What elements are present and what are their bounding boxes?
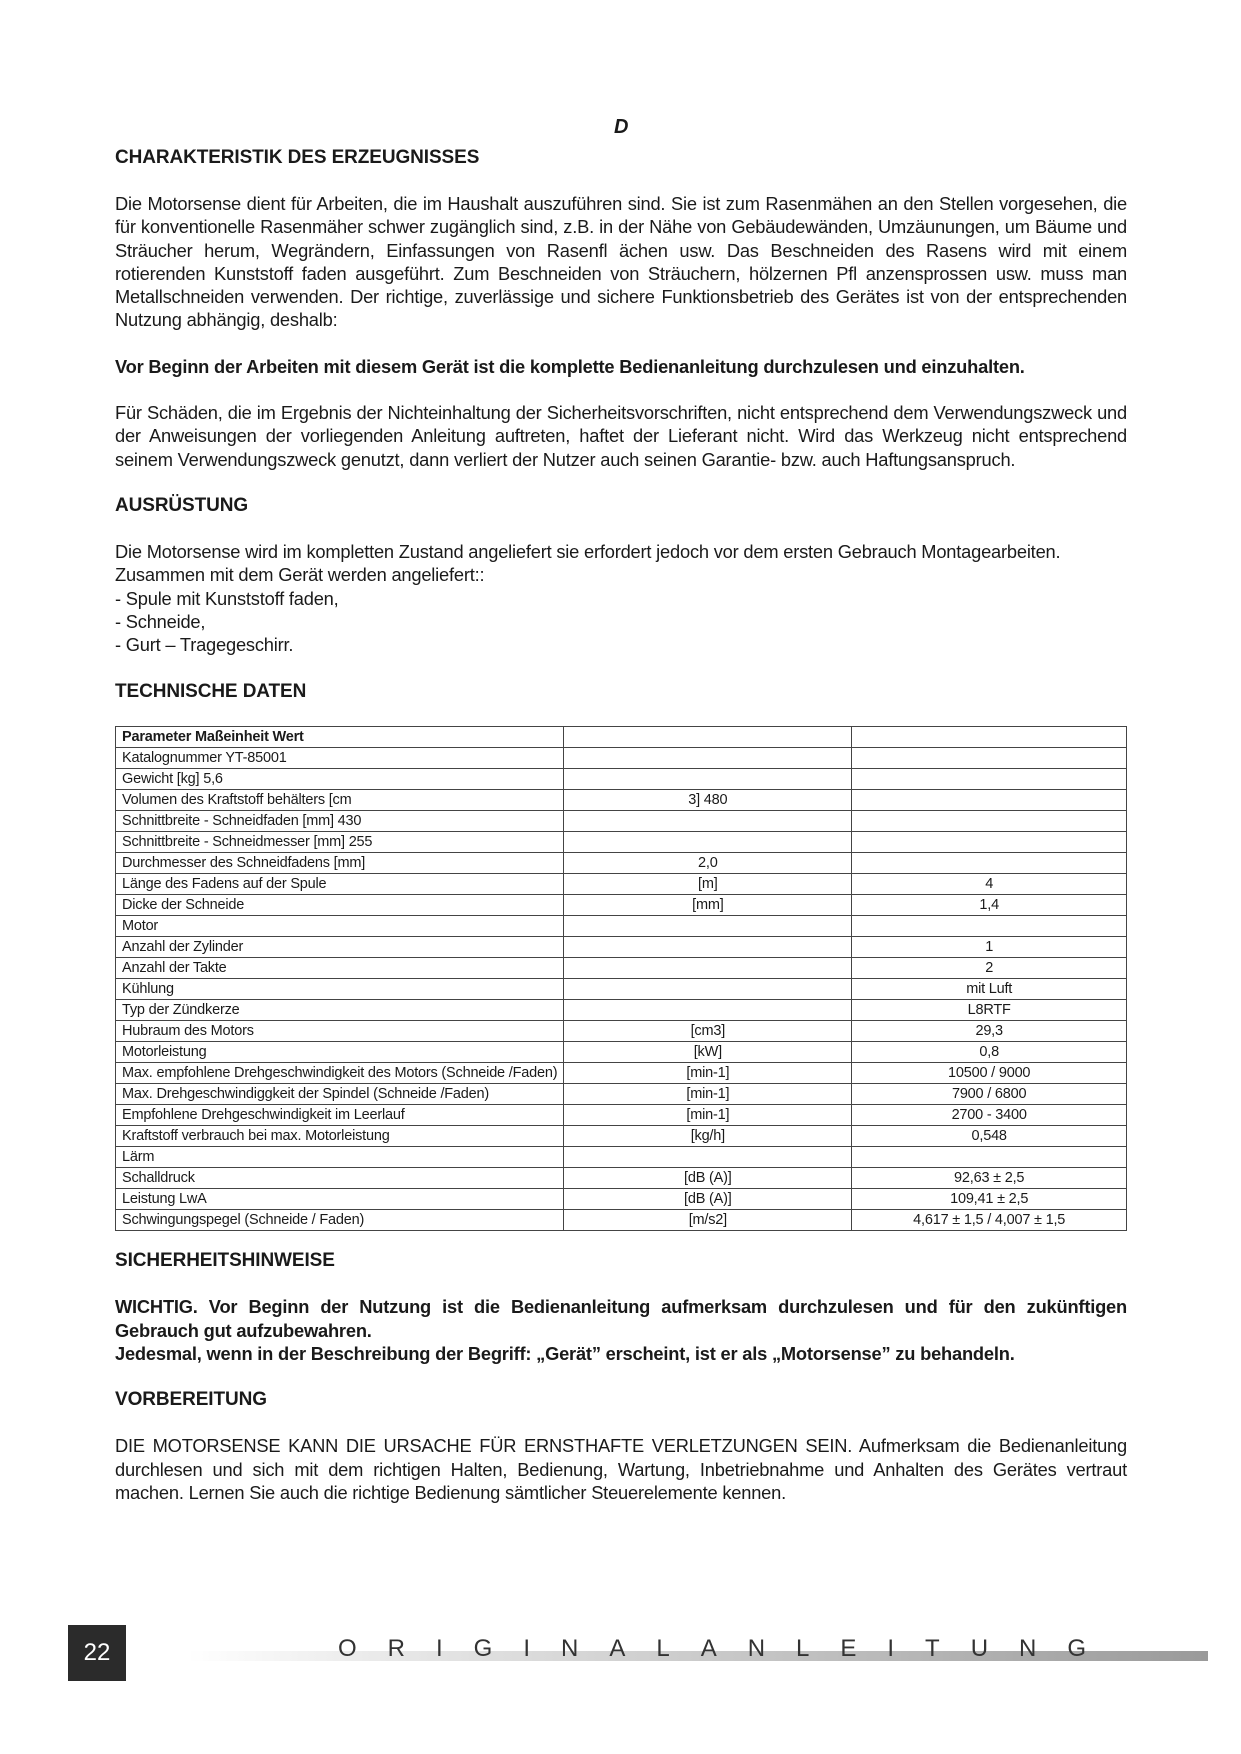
value-cell bbox=[852, 727, 1127, 748]
value-cell bbox=[852, 790, 1127, 811]
read-manual-notice: Vor Beginn der Arbeiten mit diesem Gerät ist die komplette Bedienanleitung durchzulesen und einzuhalten. bbox=[115, 355, 1025, 377]
table-row bbox=[116, 790, 1127, 811]
param-cell: Empfohlene Drehgeschwindigkeit im Leerlauf bbox=[116, 1105, 564, 1126]
equipment-intro: Die Motorsense wird im kompletten Zustand angeliefert sie erfordert jedoch vor dem ersten Gebrauch Montagearbeiten. bbox=[115, 540, 1061, 562]
unit-cell bbox=[564, 937, 852, 958]
unit-cell: [cm3] bbox=[564, 1021, 852, 1042]
table-row bbox=[116, 895, 1127, 916]
param-cell: Motor bbox=[116, 916, 564, 937]
unit-cell: [kg/h] bbox=[564, 1126, 852, 1147]
section-title-technical-data: TECHNISCHE DATEN bbox=[115, 681, 307, 703]
param-cell: Länge des Fadens auf der Spule bbox=[116, 874, 564, 895]
characteristics-paragraph: Die Motorsense dient für Arbeiten, die im Haushalt auszuführen sind. Sie ist zum Rasenmähen an den Stellen vorgesehen, die für konventionelle Rasenmäher schwer zugänglich sind, z.B. in der Nähe von Gebäudewänden, Umzäunungen, um Bäume und Sträucher herum, Wegrändern, Einfassungen von Rasenfl ächen usw. Das Beschneiden des Rasens wird mit einem rotierenden Kunststoff faden ausgeführt. Zum Beschneiden von Sträuchern, hölzernen Pfl anzensprossen usw. muss man Metallschneiden verwenden. Der richtige, zuverlässige und sichere Funktionsbetrieb des Gerätes ist von der entsprechenden Nutzung abhängig, deshalb: bbox=[115, 193, 1127, 331]
value-cell: 1 bbox=[852, 937, 1127, 958]
table-row bbox=[116, 1105, 1127, 1126]
unit-cell bbox=[564, 832, 852, 853]
table-row bbox=[116, 958, 1127, 979]
unit-cell bbox=[564, 979, 852, 1000]
value-cell: 109,41 ± 2,5 bbox=[852, 1189, 1127, 1210]
unit-cell bbox=[564, 769, 852, 790]
unit-cell: [min-1] bbox=[564, 1105, 852, 1126]
value-cell bbox=[852, 769, 1127, 790]
unit-cell: [min-1] bbox=[564, 1084, 852, 1105]
unit-cell: 3] 480 bbox=[564, 790, 852, 811]
value-cell: 2 bbox=[852, 958, 1127, 979]
param-cell: Max. empfohlene Drehgeschwindigkeit des Motors (Schneide /Faden) bbox=[116, 1063, 564, 1084]
value-cell: 7900 / 6800 bbox=[852, 1084, 1127, 1105]
unit-cell bbox=[564, 1000, 852, 1021]
table-row bbox=[116, 769, 1127, 790]
table-row bbox=[116, 1189, 1127, 1210]
unit-cell: 2,0 bbox=[564, 853, 852, 874]
param-cell: Motorleistung bbox=[116, 1042, 564, 1063]
param-cell: Kühlung bbox=[116, 979, 564, 1000]
param-cell: Parameter Maßeinheit Wert bbox=[116, 727, 564, 748]
footer-original-manual-label: ORIGINALANLEITUNG bbox=[338, 1635, 1118, 1662]
unit-cell: [m/s2] bbox=[564, 1210, 852, 1231]
unit-cell bbox=[564, 1147, 852, 1168]
table-row bbox=[116, 853, 1127, 874]
unit-cell bbox=[564, 811, 852, 832]
value-cell bbox=[852, 853, 1127, 874]
value-cell: 0,8 bbox=[852, 1042, 1127, 1063]
value-cell: 92,63 ± 2,5 bbox=[852, 1168, 1127, 1189]
safety-term-note: Jedesmal, wenn in der Beschreibung der Begriff: „Gerät” erscheint, ist er als „Motorsense” zu behandeln. bbox=[115, 1343, 1015, 1365]
equipment-item: - Schneide, bbox=[115, 610, 206, 632]
unit-cell bbox=[564, 727, 852, 748]
value-cell: 4,617 ± 1,5 / 4,007 ± 1,5 bbox=[852, 1210, 1127, 1231]
page-footer bbox=[68, 1625, 1208, 1681]
value-cell bbox=[852, 832, 1127, 853]
value-cell: mit Luft bbox=[852, 979, 1127, 1000]
value-cell: 4 bbox=[852, 874, 1127, 895]
value-cell: 1,4 bbox=[852, 895, 1127, 916]
value-cell bbox=[852, 811, 1127, 832]
table-row bbox=[116, 1021, 1127, 1042]
param-cell: Dicke der Schneide bbox=[116, 895, 564, 916]
value-cell: 29,3 bbox=[852, 1021, 1127, 1042]
param-cell: Hubraum des Motors bbox=[116, 1021, 564, 1042]
param-cell: Schnittbreite - Schneidfaden [mm] 430 bbox=[116, 811, 564, 832]
param-cell: Durchmesser des Schneidfadens [mm] bbox=[116, 853, 564, 874]
param-cell: Volumen des Kraftstoff behälters [cm bbox=[116, 790, 564, 811]
table-row bbox=[116, 874, 1127, 895]
value-cell: 2700 - 3400 bbox=[852, 1105, 1127, 1126]
unit-cell: [dB (A)] bbox=[564, 1168, 852, 1189]
table-row bbox=[116, 979, 1127, 1000]
unit-cell: [m] bbox=[564, 874, 852, 895]
table-row bbox=[116, 916, 1127, 937]
table-row bbox=[116, 811, 1127, 832]
param-cell: Anzahl der Takte bbox=[116, 958, 564, 979]
param-cell: Lärm bbox=[116, 1147, 564, 1168]
table-row bbox=[116, 1168, 1127, 1189]
language-marker: D bbox=[614, 116, 629, 138]
technical-data-table bbox=[115, 726, 1127, 1231]
safety-important-note: WICHTIG. Vor Beginn der Nutzung ist die Bedienanleitung aufmerksam durchzulesen und für den zukünftigen Gebrauch gut aufzubewahren. bbox=[115, 1296, 1127, 1341]
table-row bbox=[116, 1084, 1127, 1105]
section-title-safety: SICHERHEITSHINWEISE bbox=[115, 1250, 335, 1272]
unit-cell: [dB (A)] bbox=[564, 1189, 852, 1210]
table-header-row bbox=[116, 727, 1127, 748]
param-cell: Typ der Zündkerze bbox=[116, 1000, 564, 1021]
table-row bbox=[116, 1000, 1127, 1021]
liability-paragraph: Für Schäden, die im Ergebnis der Nichteinhaltung der Sicherheitsvorschriften, nicht entsprechend dem Verwendungszweck und der Anweisungen der vorliegenden Anleitung auftreten, haftet der Lieferant nicht. Wird das Werkzeug nicht entsprechend seinem Verwendungszweck genutzt, dann verliert der Nutzer auch seinen Garantie- bzw. auch Haftungsanspruch. bbox=[115, 402, 1127, 470]
param-cell: Kraftstoff verbrauch bei max. Motorleistung bbox=[116, 1126, 564, 1147]
value-cell: L8RTF bbox=[852, 1000, 1127, 1021]
equipment-item: - Spule mit Kunststoff faden, bbox=[115, 587, 339, 609]
value-cell bbox=[852, 916, 1127, 937]
param-cell: Schwingungspegel (Schneide / Faden) bbox=[116, 1210, 564, 1231]
param-cell: Gewicht [kg] 5,6 bbox=[116, 769, 564, 790]
table-row bbox=[116, 937, 1127, 958]
unit-cell bbox=[564, 748, 852, 769]
table-row bbox=[116, 1042, 1127, 1063]
value-cell: 0,548 bbox=[852, 1126, 1127, 1147]
value-cell bbox=[852, 1147, 1127, 1168]
preparation-paragraph: DIE MOTORSENSE KANN DIE URSACHE FÜR ERNSTHAFTE VERLETZUNGEN SEIN. Aufmerksam die Bedienanleitung durchlesen und sich mit dem richtigen Halten, Bedienung, Wartung, Inbetriebnahme und Anhalten des Gerätes vertraut machen. Lernen Sie auch die richtige Bedienung sämtlicher Steuerelemente kennen. bbox=[115, 1435, 1127, 1503]
page-content bbox=[115, 146, 1127, 1527]
param-cell: Max. Drehgeschwindiggkeit der Spindel (Schneide /Faden) bbox=[116, 1084, 564, 1105]
param-cell: Katalognummer YT-85001 bbox=[116, 748, 564, 769]
table-row bbox=[116, 1210, 1127, 1231]
section-title-equipment: AUSRÜSTUNG bbox=[115, 494, 249, 516]
param-cell: Leistung LwA bbox=[116, 1189, 564, 1210]
param-cell: Anzahl der Zylinder bbox=[116, 937, 564, 958]
param-cell: Schalldruck bbox=[116, 1168, 564, 1189]
table-row bbox=[116, 748, 1127, 769]
equipment-delivered-intro: Zusammen mit dem Gerät werden angeliefert:: bbox=[115, 564, 485, 586]
section-title-preparation: VORBEREITUNG bbox=[115, 1389, 267, 1411]
unit-cell: [min-1] bbox=[564, 1063, 852, 1084]
table-row bbox=[116, 832, 1127, 853]
unit-cell bbox=[564, 958, 852, 979]
unit-cell: [kW] bbox=[564, 1042, 852, 1063]
table-row bbox=[116, 1063, 1127, 1084]
unit-cell bbox=[564, 916, 852, 937]
table-row bbox=[116, 1147, 1127, 1168]
equipment-item: - Gurt – Tragegeschirr. bbox=[115, 634, 294, 656]
page-number: 22 bbox=[68, 1625, 126, 1681]
table-row bbox=[116, 1126, 1127, 1147]
value-cell bbox=[852, 748, 1127, 769]
unit-cell: [mm] bbox=[564, 895, 852, 916]
param-cell: Schnittbreite - Schneidmesser [mm] 255 bbox=[116, 832, 564, 853]
value-cell: 10500 / 9000 bbox=[852, 1063, 1127, 1084]
section-title-characteristics: CHARAKTERISTIK DES ERZEUGNISSES bbox=[115, 147, 480, 168]
